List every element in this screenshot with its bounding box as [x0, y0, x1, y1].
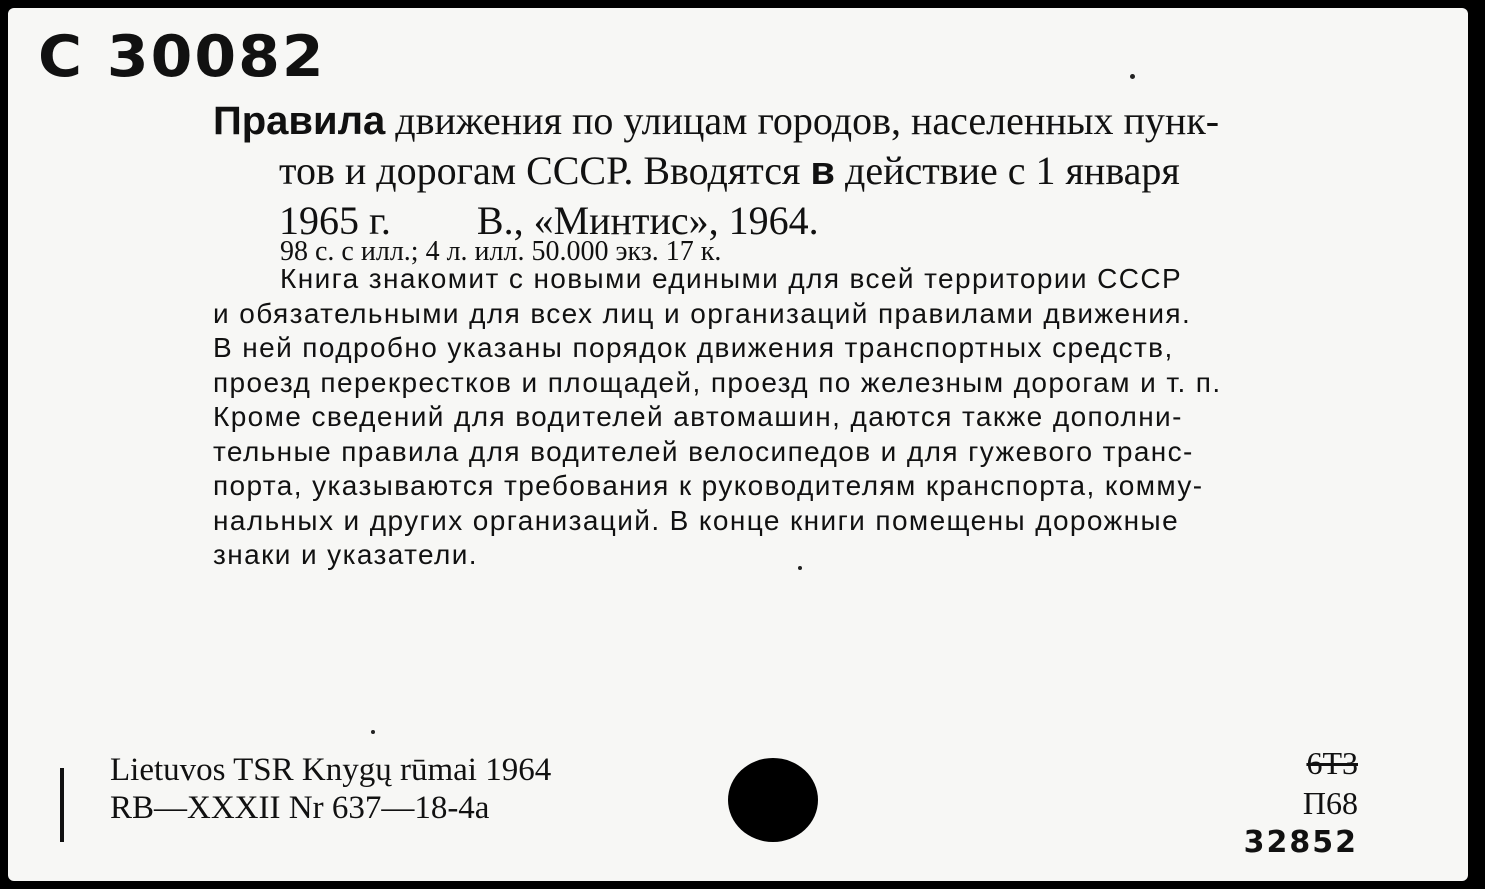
annotation-line: порта, указываются требования к руководителям кранспорта, комму- — [213, 470, 1204, 501]
footer-agency: Lietuvos TSR Knygų rūmai 1964 — [110, 752, 552, 788]
annotation-line: проезд перекрестков и площадей, проезд по железным дорогам и т. п. — [213, 366, 1222, 398]
annotation-line: нальных и других организаций. В конце книги помещены дорожные — [213, 504, 1180, 536]
margin-bar — [60, 768, 64, 842]
punch-hole — [728, 758, 818, 842]
imprint-publisher: В., «Минтис», 1964. — [476, 198, 819, 243]
title-lead: Правила — [213, 99, 386, 143]
title-line-2 — [213, 146, 1383, 196]
speck — [1130, 74, 1135, 79]
catalog-card — [8, 8, 1468, 881]
imprint-year: 1965 г. — [279, 198, 391, 243]
title-block — [213, 96, 1383, 246]
annotation — [213, 262, 1383, 573]
annotation-line: В ней подробно указаны порядок движения транспортных средств, — [213, 332, 1174, 363]
collation: 98 с. с илл.; 4 л. илл. 50.000 экз. 17 к. — [280, 236, 722, 267]
classification-block — [1178, 743, 1358, 863]
annotation-line: Книга знакомит с новыми едиными для всей территории СССР — [280, 263, 1183, 294]
annotation-line: Кроме сведений для водителей автомашин, даются также дополни- — [213, 401, 1183, 432]
footer-imprint — [110, 751, 551, 827]
inventory-number: 32852 — [1243, 825, 1358, 860]
title-text-1: движения по улицам городов, населенных пунк- — [385, 98, 1220, 143]
speck — [371, 730, 375, 734]
call-number: C 30082 — [38, 23, 326, 91]
annotation-line: тельные правила для водителей велосипедов и для гужевого транс- — [213, 435, 1194, 467]
annotation-line: и обязательными для всех лиц и организаций правилами движения. — [213, 297, 1192, 329]
struck-classification: 6Т3 — [1306, 745, 1358, 781]
title-text-2b: в — [810, 149, 835, 193]
title-text-2a: тов и дорогам СССР. Вводятся — [279, 148, 811, 193]
footer-record: RB—XXXII Nr 637—18-4a — [110, 790, 490, 826]
title-line-1 — [213, 96, 1383, 146]
title-text-2c: действие с 1 января — [834, 148, 1180, 193]
annotation-line: знаки и указатели. — [213, 539, 478, 570]
classification-code: П68 — [1302, 785, 1358, 821]
speck — [798, 566, 802, 570]
card-edge — [1468, 0, 1485, 889]
